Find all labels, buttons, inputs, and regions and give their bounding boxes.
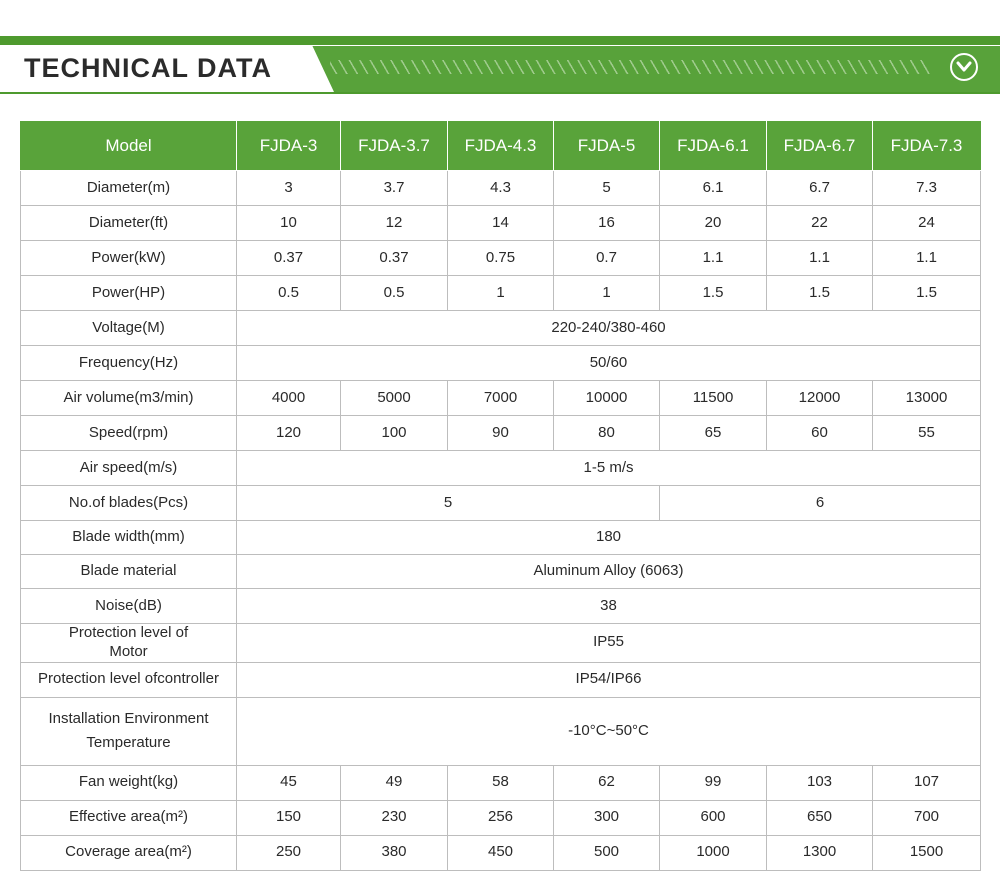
- table-cell: 11500: [660, 381, 767, 416]
- table-cell: 1500: [873, 835, 981, 870]
- row-label: [21, 624, 237, 663]
- row-label: Blade width(mm): [21, 521, 237, 555]
- row-label: No.of blades(Pcs): [21, 486, 237, 521]
- table-cell: 1000: [660, 835, 767, 870]
- table-cell: 700: [873, 800, 981, 835]
- table-cell-merged: 38: [237, 589, 981, 624]
- table-cell: 58: [448, 765, 554, 800]
- table-row-blades: [21, 486, 981, 521]
- header-cell-model-7: FJDA-7.3: [873, 122, 981, 171]
- table-cell: 80: [554, 416, 660, 451]
- table-row-power-hp: [21, 276, 981, 311]
- table-cell: 0.7: [554, 241, 660, 276]
- banner-bottom-line: [0, 92, 1000, 94]
- table-cell: 103: [767, 765, 873, 800]
- table-cell: 0.37: [341, 241, 448, 276]
- header-cell-model-6: FJDA-6.7: [767, 122, 873, 171]
- row-label: Fan weight(kg): [21, 765, 237, 800]
- row-label: Blade material: [21, 555, 237, 589]
- row-label: Air speed(m/s): [21, 451, 237, 486]
- table-cell: 600: [660, 800, 767, 835]
- table-cell-merged: 50/60: [237, 346, 981, 381]
- table-cell-merged: Aluminum Alloy (6063): [237, 555, 981, 589]
- table-cell: 300: [554, 800, 660, 835]
- table-cell: 120: [237, 416, 341, 451]
- chevron-down-circle-icon: [950, 53, 978, 81]
- row-label: Diameter(ft): [21, 206, 237, 241]
- table-cell: 10000: [554, 381, 660, 416]
- table-row-speed: [21, 416, 981, 451]
- table-cell: 6.7: [767, 171, 873, 206]
- table-row-protection-motor: [21, 624, 981, 663]
- table-row-air-speed: [21, 451, 981, 486]
- row-label: Power(HP): [21, 276, 237, 311]
- table-cell-merged: IP54/IP66: [237, 662, 981, 697]
- table-row-diameter-ft: [21, 206, 981, 241]
- table-cell: 150: [237, 800, 341, 835]
- row-label-line: Motor: [109, 642, 148, 660]
- table-cell: 0.37: [237, 241, 341, 276]
- table-cell-merged: IP55: [237, 624, 981, 663]
- table-row-air-volume: [21, 381, 981, 416]
- table-cell: 49: [341, 765, 448, 800]
- table-cell: 650: [767, 800, 873, 835]
- table-cell: 1.5: [660, 276, 767, 311]
- table-cell: 55: [873, 416, 981, 451]
- table-header-row: [21, 122, 981, 171]
- header-cell-model-2: FJDA-3.7: [341, 122, 448, 171]
- header-cell-model: Model: [21, 122, 237, 171]
- table-cell: 1.1: [660, 241, 767, 276]
- table-cell: 16: [554, 206, 660, 241]
- table-cell: 24: [873, 206, 981, 241]
- table-row-protection-controller: [21, 662, 981, 697]
- row-label-line: Installation Environment: [48, 710, 209, 727]
- table-cell: 3: [237, 171, 341, 206]
- table-cell-merged: 5: [237, 486, 660, 521]
- row-label: Voltage(M): [21, 311, 237, 346]
- row-label: Noise(dB): [21, 589, 237, 624]
- table-cell: 1.5: [873, 276, 981, 311]
- row-label: Power(kW): [21, 241, 237, 276]
- table-cell: 1.1: [873, 241, 981, 276]
- header-cell-model-1: FJDA-3: [237, 122, 341, 171]
- header-cell-model-3: FJDA-4.3: [448, 122, 554, 171]
- table-row-coverage-area: [21, 835, 981, 870]
- row-label: Coverage area(m²): [21, 835, 237, 870]
- table-cell: 99: [660, 765, 767, 800]
- table-cell-merged: 220-240/380-460: [237, 311, 981, 346]
- table-cell: 5000: [341, 381, 448, 416]
- header-cell-model-5: FJDA-6.1: [660, 122, 767, 171]
- table-row-blade-width: [21, 521, 981, 555]
- table-cell: 1: [448, 276, 554, 311]
- table-cell: 12: [341, 206, 448, 241]
- table-cell: 45: [237, 765, 341, 800]
- table-row-noise: [21, 589, 981, 624]
- technical-data-table: [20, 121, 981, 871]
- row-label: Frequency(Hz): [21, 346, 237, 381]
- table-cell: 5: [554, 171, 660, 206]
- table-cell: 62: [554, 765, 660, 800]
- table-cell: 10: [237, 206, 341, 241]
- table-row-frequency: [21, 346, 981, 381]
- table-cell: 1300: [767, 835, 873, 870]
- table-cell: 3.7: [341, 171, 448, 206]
- table-cell: 107: [873, 765, 981, 800]
- table-cell: 0.5: [237, 276, 341, 311]
- table-cell: 60: [767, 416, 873, 451]
- table-cell: 1: [554, 276, 660, 311]
- row-label-line: Protection level of: [68, 624, 189, 641]
- page-title: TECHNICAL DATA: [24, 53, 272, 83]
- table-cell: 4000: [237, 381, 341, 416]
- table-cell: 0.5: [341, 276, 448, 311]
- table-cell: 7000: [448, 381, 554, 416]
- table-cell: 12000: [767, 381, 873, 416]
- table-cell: 250: [237, 835, 341, 870]
- table-cell: 0.75: [448, 241, 554, 276]
- table-cell: 380: [341, 835, 448, 870]
- table-cell: 22: [767, 206, 873, 241]
- row-label: Speed(rpm): [21, 416, 237, 451]
- table-cell: 6.1: [660, 171, 767, 206]
- header-cell-model-4: FJDA-5: [554, 122, 660, 171]
- table-cell: 13000: [873, 381, 981, 416]
- table-row-install-temp: [21, 697, 981, 765]
- table-row-power-kw: [21, 241, 981, 276]
- table-row-blade-material: [21, 555, 981, 589]
- table-cell: 256: [448, 800, 554, 835]
- table-cell: 1.1: [767, 241, 873, 276]
- table-cell-merged: 1-5 m/s: [237, 451, 981, 486]
- row-label-line: Temperature: [86, 734, 171, 751]
- table-cell: 1.5: [767, 276, 873, 311]
- banner-decorative-ticks: [330, 60, 930, 74]
- table-cell: 65: [660, 416, 767, 451]
- table-row-voltage: [21, 311, 981, 346]
- table-cell-merged: 180: [237, 521, 981, 555]
- row-label: Air volume(m3/min): [21, 381, 237, 416]
- table-cell: 230: [341, 800, 448, 835]
- table-cell: 14: [448, 206, 554, 241]
- table-cell: 4.3: [448, 171, 554, 206]
- table-cell: 20: [660, 206, 767, 241]
- table-cell: 7.3: [873, 171, 981, 206]
- table-cell: 500: [554, 835, 660, 870]
- table-cell: 450: [448, 835, 554, 870]
- table-row-diameter-m: [21, 171, 981, 206]
- section-header-banner: [0, 36, 1000, 94]
- table-cell-merged: -10°C~50°C: [237, 697, 981, 765]
- table-cell: 90: [448, 416, 554, 451]
- row-label: Diameter(m): [21, 171, 237, 206]
- banner-top-line: [0, 36, 1000, 45]
- row-label: [21, 697, 237, 765]
- table-row-effective-area: [21, 800, 981, 835]
- table-cell: 100: [341, 416, 448, 451]
- table-row-fan-weight: [21, 765, 981, 800]
- row-label: Protection level ofcontroller: [21, 662, 237, 697]
- table-cell-merged: 6: [660, 486, 981, 521]
- row-label: Effective area(m²): [21, 800, 237, 835]
